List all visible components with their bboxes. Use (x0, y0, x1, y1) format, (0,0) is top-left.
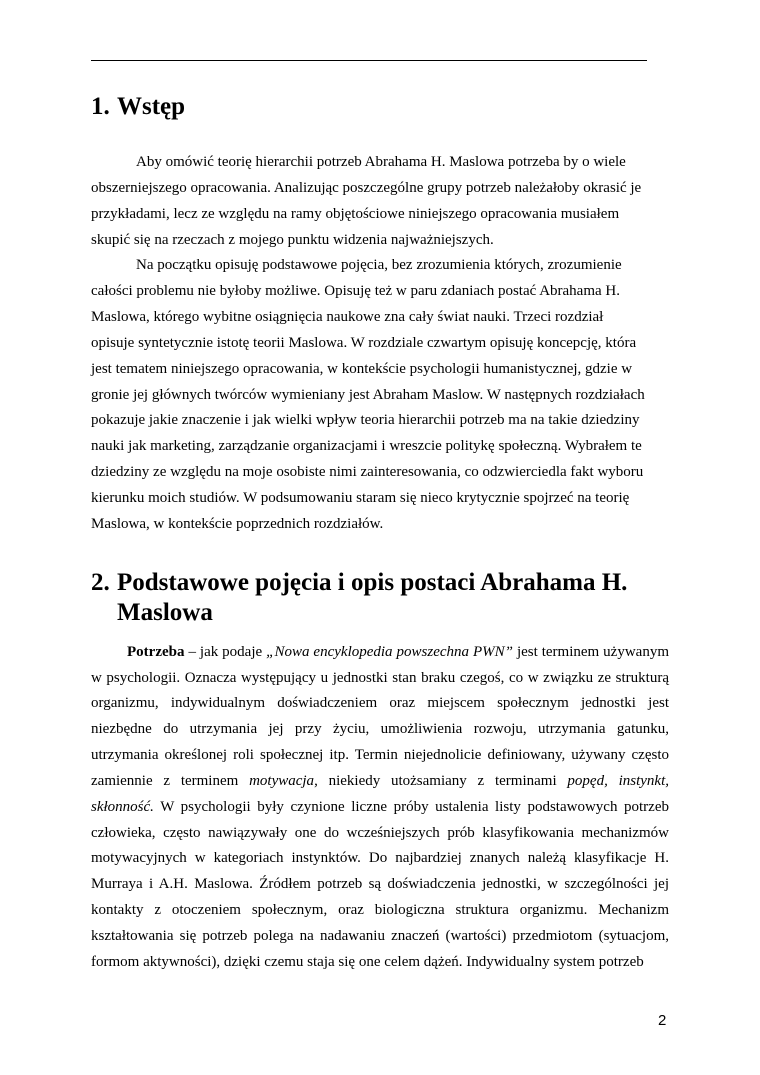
section-2-heading (91, 568, 669, 628)
term-potrzeba: Potrzeba (127, 643, 185, 660)
section-2-number: 2. (91, 568, 110, 596)
mid-text: , niekiedy utożsamiany z terminami (314, 772, 568, 789)
section-2-paragraph-1 (91, 640, 669, 976)
document-body (91, 80, 669, 976)
section-1-paragraph-1: Aby omówić teorię hierarchii potrzeb Abrahama H. Maslowa potrzeba by o wiele obszerniejszego opracowania. Analizując poszczególne grupy potrzeb należałoby okrasić je przykładami, lecz ze względu na ramy objętościowe niniejszego opracowania musiałem skupić się na rzeczach z mojego punktu widzenia najważniejszych. (91, 154, 642, 248)
page-number: 2 (658, 1012, 667, 1029)
terms-other: popęd, instynkt, skłonność. (91, 772, 669, 815)
header-rule (91, 60, 647, 61)
intro-pre: – jak podaje (184, 643, 267, 660)
term-motywacja: motywacja (249, 772, 315, 789)
section-1-title: Wstęp (117, 93, 186, 120)
section-1-paragraph-2: Na początku opisuję podstawowe pojęcia, bez zrozumienia których, zrozumienie całości problemu nie byłoby możliwe. Opisuję też w paru zdaniach postać Abrahama H. Maslowa, którego wybitne osiągnięcia naukowe zna cały świat nauki. Trzeci rozdział opisuje syntetycznie istotę teorii Maslowa. W rozdziale czwartym opisuję koncepcję, która jest tematem niniejszego opracowania, w kontekście psychologii humanistycznej, gdzie w gronie jej głównych twórców wymieniany jest Abraham Maslow. W następnych rozdziałach pokazuje jakie znaczenie i jak wielki wpływ teoria hierarchii potrzeb ma na takie dziedziny nauki jak marketing, zarządzanie organizacjami i wreszcie politykę społeczną. Wybrałem te dziedziny ze względu na moje osobiste nimi zainteresowania, co odzwierciedla fakt wyboru kierunku moich studiów. W podsumowaniu staram się nieco krytycznie spojrzeć na teorię Maslowa, w kontekście poprzednich rozdziałów. (91, 257, 645, 532)
section-1-number: 1. (91, 93, 110, 120)
section-1-heading (91, 92, 669, 122)
section-2-title: Podstawowe pojęcia i opis postaci Abrahama H. Maslowa (117, 568, 628, 626)
source-title: „Nowa encyklopedia powszechna PWN” (266, 643, 513, 660)
intro-post: jest terminem używanym w psychologii. Oznacza występujący u jednostki stan braku czegoś, co w związku ze strukturą organizmu, indywidualnym doświadczeniem oraz miejscem społecznym jednostki jest niezbędne do utrzymania jej przy życiu, umożliwienia rozwoju, utrzymania gatunku, utrzymania określonej roli społecznej itp. Termin niejednolicie definiowany, używany często zamiennie z terminem (91, 643, 669, 789)
rest-text: W psychologii były czynione liczne próby ustalenia listy podstawowych potrzeb człowieka, często nawiązywały one do wcześniejszych prób klasyfikowania mechanizmów motywacyjnych w kategoriach instynktów. Do najbardziej znanych należą klasyfikacje H. Murraya i A.H. Maslowa. Źródłem potrzeb są doświadczenia jednostki, w szczególności jej kontakty z otoczeniem społecznym, oraz biologiczna struktura organizmu. Mechanizm kształtowania się potrzeb polega na nadawaniu znaczeń (wartości) przedmiotom (sytuacjom, formom aktywności), dzięki czemu staja się one celem dążeń. Indywidualny system potrzeb (91, 798, 669, 970)
